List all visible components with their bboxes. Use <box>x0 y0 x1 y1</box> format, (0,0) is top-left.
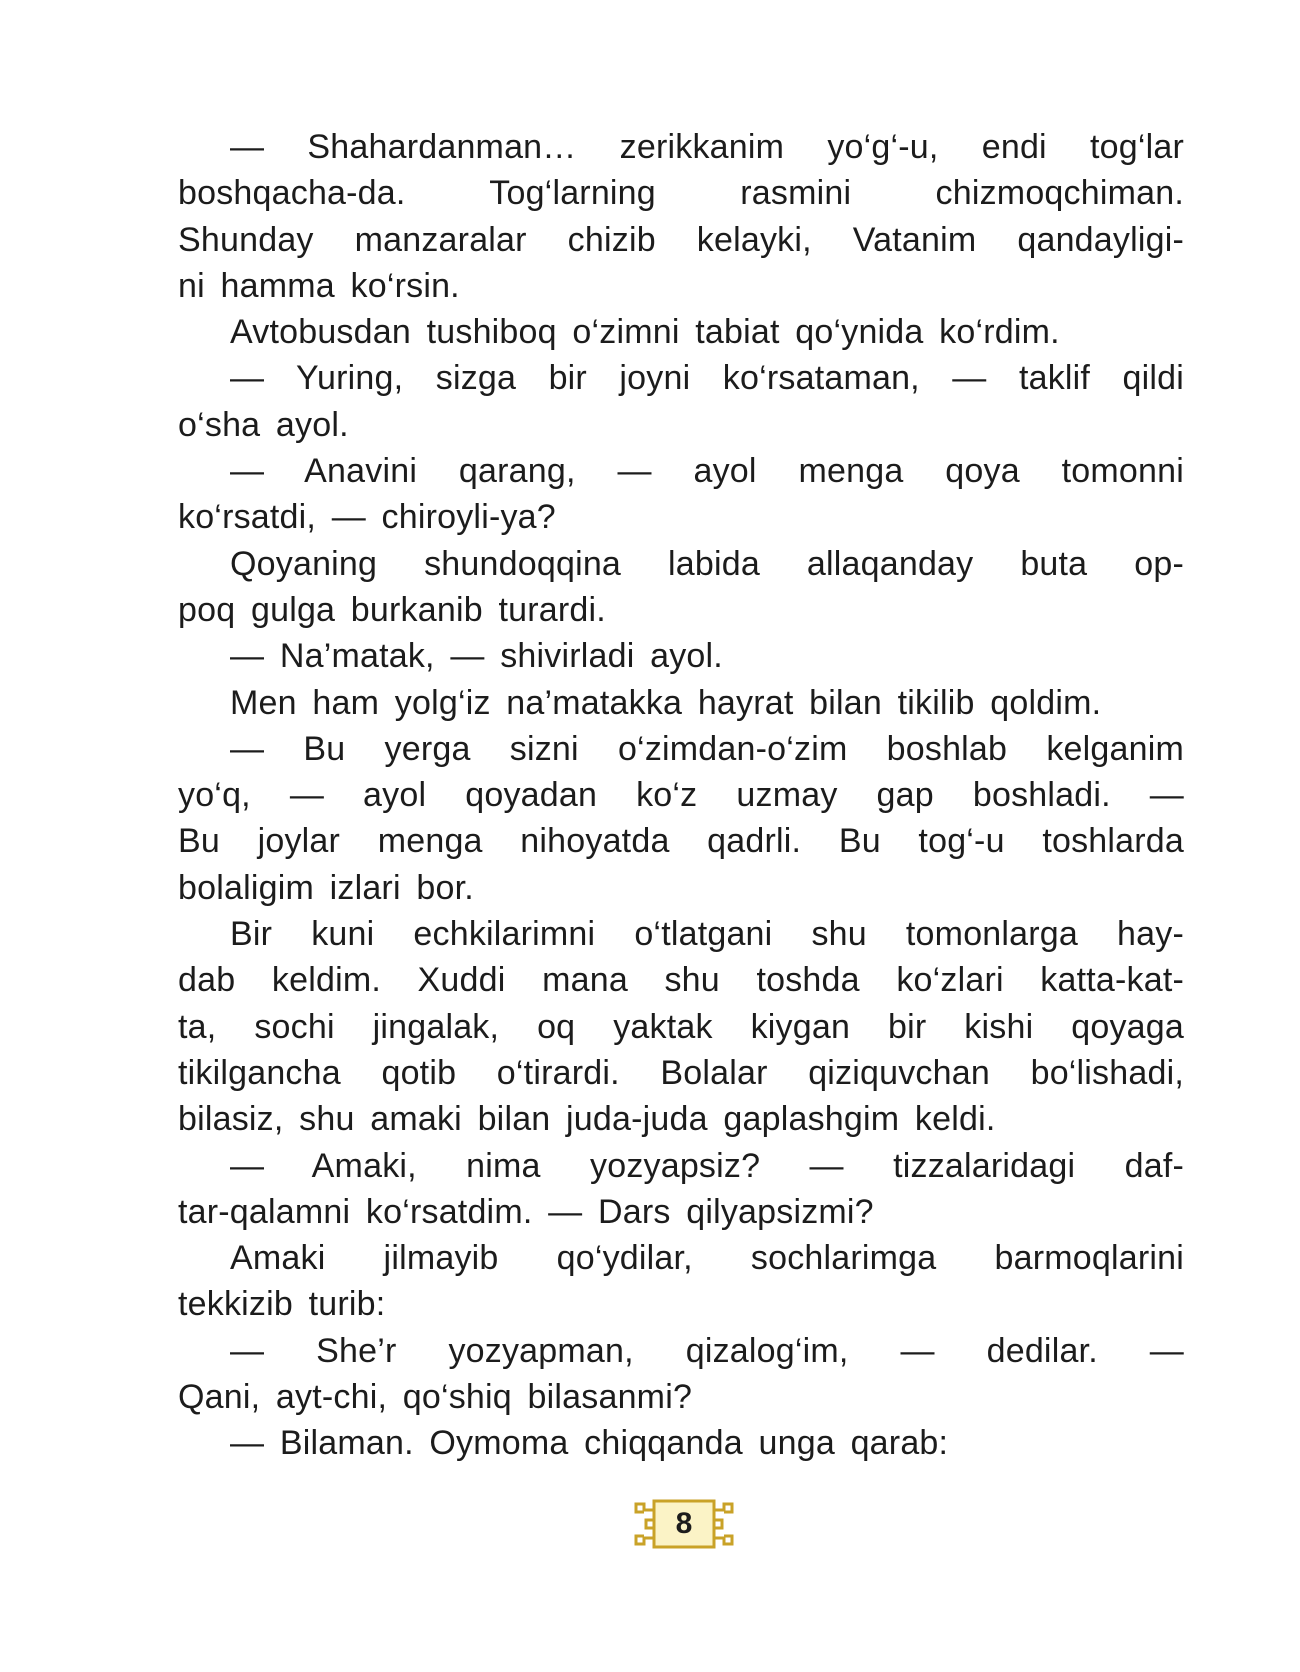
text-line: — Bilaman. Oymoma chiqqanda unga qarab: <box>230 1424 949 1463</box>
text-line: Shunday manzaralar chizib kelayki, Vatanim qandayligi- <box>178 220 1184 259</box>
page-number-badge <box>632 1496 736 1552</box>
text-line: poq gulga burkanib turardi. <box>178 590 606 629</box>
text-line: Bu joylar menga nihoyatda qadrli. Bu tog‘-u toshlarda <box>178 822 1184 861</box>
text-line: — She’r yozyapman, qizalog‘im, — dedilar. — <box>230 1331 1184 1370</box>
text-line: — Anavini qarang, — ayol menga qoya tomonni <box>230 452 1184 491</box>
text-line: bilasiz, shu amaki bilan juda-juda gaplashgim keldi. <box>178 1100 996 1139</box>
text-line: — Shahardanman… zerikkanim yo‘g‘-u, endi tog‘lar <box>230 128 1184 166</box>
text-line: Qani, ayt-chi, qo‘shiq bilasanmi? <box>178 1378 693 1417</box>
text-line: — Na’matak, — shivirladi ayol. <box>230 637 723 676</box>
text-line: Men ham yolg‘iz na’matakka hayrat bilan tikilib qoldim. <box>230 683 1102 722</box>
page-number: 8 <box>675 1507 693 1540</box>
text-line: Qoyaning shundoqqina labida allaqanday buta op- <box>230 544 1184 583</box>
text-line: Amaki jilmayib qo‘ydilar, sochlarimga barmoqlarini <box>230 1239 1184 1278</box>
text-line: tikilgancha qotib o‘tirardi. Bolalar qiziquvchan bo‘lishadi, <box>178 1053 1184 1092</box>
text-line: Bir kuni echkilarimni o‘tlatgani shu tomonlarga hay- <box>230 915 1184 954</box>
text-line: ta, sochi jingalak, oq yaktak kiygan bir kishi qoyaga <box>178 1007 1184 1046</box>
text-line: tekkizib turib: <box>178 1285 386 1324</box>
text-line: — Amaki, nima yozyapsiz? — tizzalaridagi daf- <box>230 1146 1184 1185</box>
text-line: ko‘rsatdi, — chiroyli-ya? <box>178 498 556 537</box>
story-text <box>178 124 1184 1467</box>
text-line: tar-qalamni ko‘rsatdim. — Dars qilyapsizmi? <box>178 1192 874 1231</box>
text-line: bolaligim izlari bor. <box>178 868 474 907</box>
text-line: ni hamma ko‘rsin. <box>178 266 460 305</box>
text-line: Avtobusdan tushiboq o‘zimni tabiat qo‘ynida ko‘rdim. <box>230 313 1060 352</box>
text-line: boshqacha-da. Tog‘larning rasmini chizmoqchiman. <box>178 174 1184 213</box>
text-line: yo‘q, — ayol qoyadan ko‘z uzmay gap boshladi. — <box>178 776 1184 815</box>
text-line: — Bu yerga sizni o‘zimdan-o‘zim boshlab kelganim <box>230 729 1184 768</box>
text-line: — Yuring, sizga bir joyni ko‘rsataman, — taklif qildi <box>230 359 1184 398</box>
text-line: o‘sha ayol. <box>178 405 349 444</box>
text-line: dab keldim. Xuddi mana shu toshda ko‘zlari katta-kat- <box>178 961 1184 1000</box>
